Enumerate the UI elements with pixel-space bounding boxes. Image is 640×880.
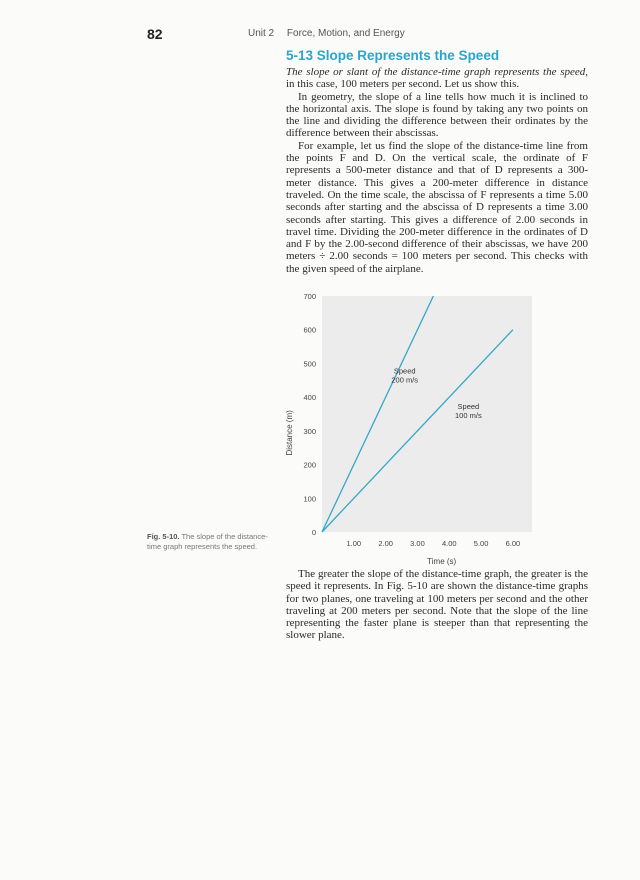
x-tick-label: 6.00 bbox=[505, 539, 521, 548]
x-tick-label: 2.00 bbox=[378, 539, 393, 548]
running-head bbox=[248, 28, 405, 39]
paragraph-conclusion: The greater the slope of the distance-time graph, the greater is the speed it represents. In Fig. 5-10 are shown the distance-time graphs for two planes, one traveling at 100 meters per second and the other traveling at 200 meters per second. Note that the slope of the line representing the faster plane is steeper than that representing the slower plane. bbox=[286, 568, 588, 642]
figure-caption bbox=[147, 532, 272, 551]
y-tick-label: 400 bbox=[303, 393, 316, 403]
series-label-line1: Speed bbox=[457, 401, 480, 411]
y-axis-label: Distance (m) bbox=[285, 410, 294, 456]
section-body bbox=[286, 48, 588, 275]
unit-title: Force, Motion, and Energy bbox=[286, 28, 405, 39]
x-tick-label: 1.00 bbox=[346, 539, 362, 548]
plot-area bbox=[322, 296, 532, 532]
y-tick-label: 500 bbox=[303, 359, 316, 369]
y-tick-label: 200 bbox=[303, 460, 316, 470]
figure-label: Fig. 5-10. bbox=[147, 532, 180, 541]
y-tick-label: 0 bbox=[311, 528, 316, 537]
lead-paragraph bbox=[286, 66, 588, 91]
x-tick-label: 3.00 bbox=[410, 539, 425, 548]
unit-label: Unit 2 bbox=[248, 28, 275, 39]
lead-tail: in this case, 100 meters per second. Let us show this. bbox=[286, 78, 520, 91]
x-tick-label: 4.00 bbox=[441, 539, 457, 548]
y-tick-label: 300 bbox=[303, 426, 316, 436]
y-tick-label: 700 bbox=[303, 292, 316, 301]
bottom-section bbox=[286, 568, 588, 642]
series-label-line1: Speed bbox=[393, 366, 416, 376]
paragraph-geometry: In geometry, the slope of a line tells how much it is inclined to the horizontal axis. The slope is found by taking any two points on the line and dividing the difference between their ordinates by the difference between their abscissas. bbox=[286, 90, 588, 140]
x-axis-label: Time (s) bbox=[427, 557, 457, 566]
series-label-line2: 100 m/s bbox=[455, 410, 482, 420]
section-title: 5-13 Slope Represents the Speed bbox=[286, 48, 500, 63]
x-tick-label: 5.00 bbox=[473, 539, 489, 548]
chart-svg bbox=[276, 286, 546, 576]
paragraph-example: For example, let us find the slope of the distance-time line from the points F and D. On the vertical scale, the ordinate of F represents a 500-meter distance and that of D represents a 300-meter distance. This gives a 200-meter difference in distance traveled. On the time scale, the abscissa of F represents a time 5.00 seconds after starting and the abscissa of D represents a time 3.00 seconds after starting. This gives a difference of 2.00 seconds in travel time. Dividing the 200-meter difference in the ordinates of D and F by the 2.00-second difference of their abscissas, we have 200 meters ÷ 2.00 seconds = 100 meters per second. This checks with the given speed of the airplane. bbox=[286, 139, 588, 275]
page-number: 82 bbox=[147, 26, 163, 42]
y-tick-label: 600 bbox=[303, 325, 316, 335]
figure-caption-text: The slope of the distance-time graph represents the speed. bbox=[147, 532, 268, 551]
distance-time-chart bbox=[276, 286, 546, 576]
series-label-line2: 200 m/s bbox=[391, 375, 419, 385]
y-tick-label: 100 bbox=[303, 494, 316, 504]
lead-italic: The slope or slant of the distance-time graph represents the speed, bbox=[286, 66, 588, 78]
